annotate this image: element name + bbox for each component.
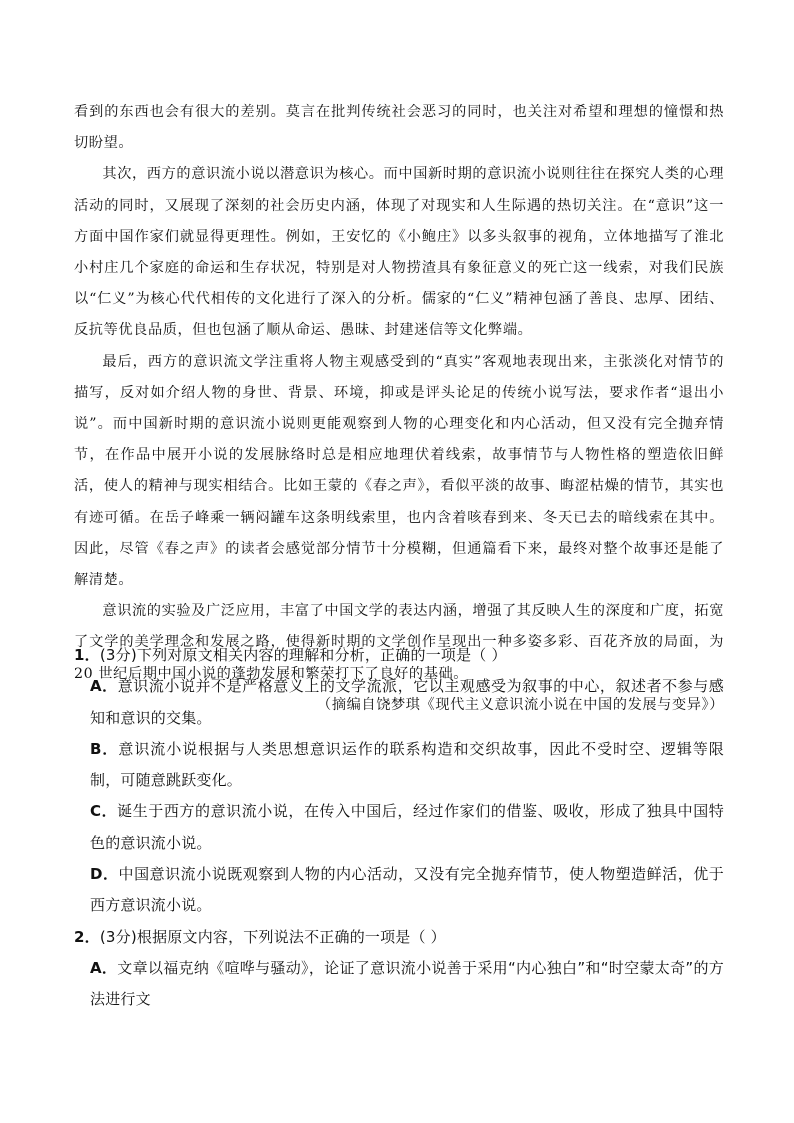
option-text: 诞生于西方的意识流小说，在传入中国后，经过作家们的借鉴、吸收，形成了独具中国特色的意识流小说。: [90, 802, 724, 852]
option-letter: B．: [90, 739, 119, 758]
question-list: [74, 640, 724, 1016]
option-letter: A．: [90, 958, 118, 977]
option-c[interactable]: [74, 796, 724, 859]
question-stem: (3分)下列对原文相关内容的理解和分析，正确的一项是（ ）: [99, 646, 507, 664]
option-letter: A．: [90, 677, 118, 696]
passage-source: （摘编自饶梦琪《现代主义意识流小说在中国的发展与变异》）: [317, 696, 724, 713]
question-1: [74, 640, 724, 922]
option-a[interactable]: [74, 671, 724, 734]
question-2: [74, 922, 724, 1016]
option-a[interactable]: [74, 953, 724, 1016]
option-text: 中国意识流小说既观察到人物的内心活动，又没有完全抛弃情节，使人物塑造鲜活，优于西方意识流小说。: [90, 865, 724, 915]
reading-passage: [74, 97, 724, 721]
passage-paragraph: 最后，西方的意识流文学注重将人物主观感受到的“真实”客观地表现出来，主张淡化对情节的描写，反对如介绍人物的身世、背景、环境，抑或是评头论足的传统小说写法，要求作者“退出小说”。而中国新时期的意识流小说则更能观察到人物的心理变化和内心活动，但又没有完全抛弃情节，在作品中展开小说的发展脉络时总是相应地理伏着线索，故事情节与人物性格的塑造依旧鲜活，使人的精神与现实相结合。比如王蒙的《春之声》，看似平淡的故事、晦涩枯燥的情节，其实也有迹可循。在岳子峰乘一辆闷罐车这条明线索里，也内含着咳春到来、冬天已去的暗线索在其中。因此，尽管《春之声》的读者会感觉部分情节十分模糊，但通篇看下来，最终对整个故事还是能了解清楚。: [74, 353, 724, 589]
option-text: 文章以福克纳《喧哗与骚动》，论证了意识流小说善于采用“内心独白”和“时空蒙太奇”的方法进行文: [90, 958, 724, 1009]
passage-paragraph: 意识流的实验及广泛应用，丰富了中国文学的表达内涵，增强了其反映人生的深度和广度，拓宽了文学的美学理念和发展之路，使得新时期的文学创作呈现出一种多姿多彩、百花齐放的局面，为 20 世纪后期中国小说的蓬勃发展和繁荣打下了良好的基础。: [74, 603, 724, 682]
passage-paragraph: 看到的东西也会有很大的差别。莫言在批判传统社会恶习的同时，也关注对希望和理想的憧憬和热切盼望。: [74, 104, 724, 152]
question-number: 2．: [74, 927, 100, 946]
question-stem: (3分)根据原文内容，下列说法不正确的一项是（ ）: [99, 927, 446, 946]
question-number: 1．: [74, 646, 100, 664]
passage-paragraph: 其次，西方的意识流小说以潜意识为核心。而中国新时期的意识流小说则往往在探究人类的心理活动的同时，又展现了深刻的社会历史内涵，体现了对现实和人生际遇的热切关注。在“意识”这一方面中国作家们就显得更理性。例如，王安忆的《小鲍庄》以多头叙事的视角，立体地描写了淮北小村庄几个家庭的命运和生存状况，特别是对人物捞渣具有象征意义的死亡这一线索，对我们民族以“仁义”为核心代代相传的文化进行了深入的分析。儒家的“仁义”精神包涵了善良、忠厚、团结、反抗等优良品质，但也包涵了顺从命运、愚昧、封建迷信等文化弊端。: [74, 166, 724, 339]
option-letter: C．: [90, 802, 118, 821]
option-d[interactable]: [74, 859, 724, 922]
option-b[interactable]: [74, 734, 724, 797]
option-text: 意识流小说根据与人类思想意识运作的联系构造和交织故事，因此不受时空、逻辑等限制，可随意跳跃变化。: [90, 739, 724, 790]
option-letter: D．: [90, 865, 119, 884]
option-text: 意识流小说并不是严格意义上的文学流派，它以主观感受为叙事的中心，叙述者不参与感知和意识的交集。: [90, 677, 724, 727]
